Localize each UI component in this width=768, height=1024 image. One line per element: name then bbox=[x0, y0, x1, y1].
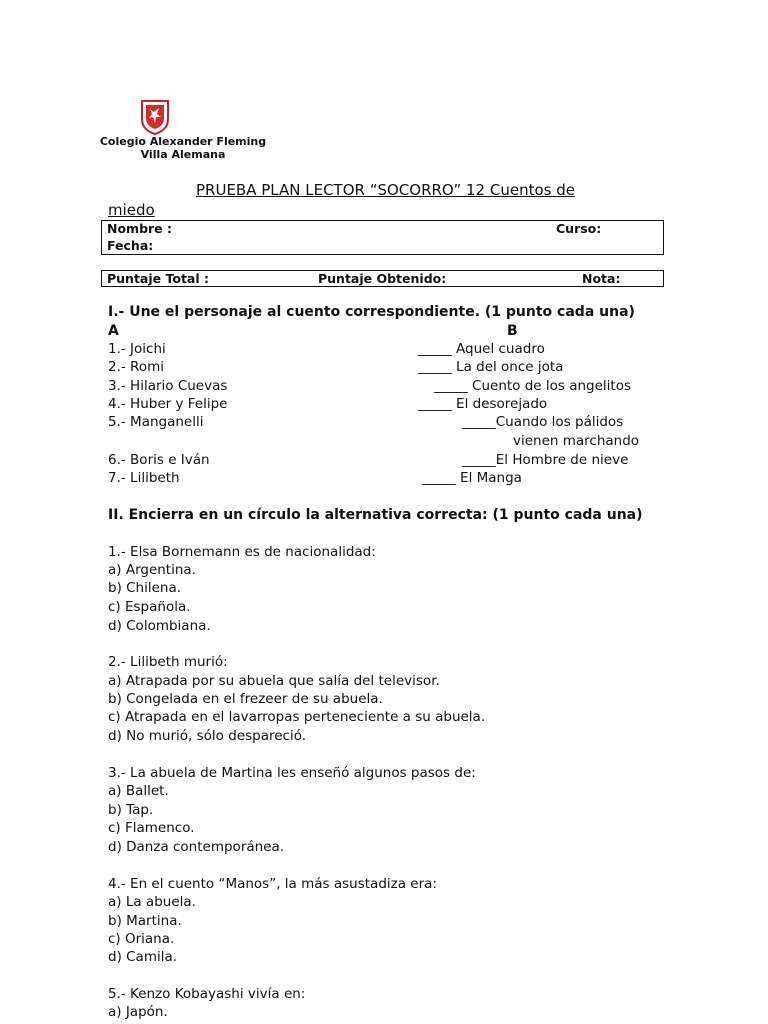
character-item: 1.- Joichi bbox=[108, 341, 166, 357]
story-item: _____ Cuento de los angelitos bbox=[434, 378, 632, 394]
question-text: 4.- En el cuento “Manos”, la más asustadiza era: bbox=[108, 876, 437, 892]
school-name: Colegio Alexander Fleming bbox=[99, 135, 267, 148]
answer-option[interactable]: d) Camila. bbox=[108, 949, 178, 965]
answer-option[interactable]: a) Atrapada por su abuela que salía del televisor. bbox=[108, 673, 440, 689]
answer-option[interactable]: a) Argentina. bbox=[108, 562, 196, 578]
answer-option[interactable]: d) No murió, sólo despareció. bbox=[108, 728, 307, 744]
story-item-continued: vienen marchando bbox=[513, 433, 640, 449]
school-city: Villa Alemana bbox=[140, 148, 226, 161]
puntaje-obtenido-label: Puntaje Obtenido: bbox=[318, 271, 447, 286]
story-item: _____ La del once jota bbox=[418, 359, 564, 375]
answer-option[interactable]: c) Española. bbox=[108, 599, 191, 615]
answer-option[interactable]: d) Danza contemporánea. bbox=[108, 839, 285, 855]
answer-option[interactable]: b) Chilena. bbox=[108, 580, 182, 596]
question-text: 5.- Kenzo Kobayashi vivía en: bbox=[108, 986, 306, 1002]
fecha-label: Fecha: bbox=[107, 238, 154, 253]
answer-option[interactable]: c) Flamenco. bbox=[108, 820, 195, 836]
section2-heading: II. Encierra en un círculo la alternativa correcta: (1 punto cada una) bbox=[108, 507, 643, 523]
character-item: 6.- Boris e Iván bbox=[108, 452, 210, 468]
column-a-label: A bbox=[108, 323, 119, 339]
puntaje-total-label: Puntaje Total : bbox=[107, 271, 209, 286]
character-item: 2.- Romi bbox=[108, 359, 164, 375]
column-b-label: B bbox=[507, 323, 518, 339]
answer-option[interactable]: d) Colombiana. bbox=[108, 618, 211, 634]
character-item: 7.- Lilibeth bbox=[108, 470, 180, 486]
page-title: PRUEBA PLAN LECTOR “SOCORRO” 12 Cuentos de bbox=[196, 181, 575, 199]
answer-option[interactable]: a) Japón. bbox=[108, 1004, 168, 1020]
question-text: 2.- Lilibeth murió: bbox=[108, 654, 228, 670]
curso-label: Curso: bbox=[556, 221, 602, 236]
answer-option[interactable]: c) Oriana. bbox=[108, 931, 175, 947]
character-item: 5.- Manganelli bbox=[108, 414, 204, 430]
answer-option[interactable]: b) Martina. bbox=[108, 913, 182, 929]
nota-label: Nota: bbox=[582, 271, 621, 286]
story-item: _____El Hombre de nieve bbox=[462, 452, 629, 468]
answer-option[interactable]: a) La abuela. bbox=[108, 894, 196, 910]
question-text: 3.- La abuela de Martina les enseñó algunos pasos de: bbox=[108, 765, 476, 781]
answer-option[interactable]: b) Congelada en el frezeer de su abuela. bbox=[108, 691, 383, 707]
page-title-continued: miedo bbox=[108, 201, 155, 219]
section1-heading: I.- Une el personaje al cuento correspondiente. (1 punto cada una) bbox=[108, 304, 635, 320]
story-item: _____ El Manga bbox=[422, 470, 522, 486]
story-item: _____ El desorejado bbox=[418, 396, 548, 412]
school-crest-icon bbox=[140, 99, 170, 135]
school-header bbox=[96, 135, 270, 161]
answer-option[interactable]: c) Atrapada en el lavarropas perteneciente a su abuela. bbox=[108, 709, 486, 725]
answer-option[interactable]: a) Ballet. bbox=[108, 783, 169, 799]
character-item: 4.- Huber y Felipe bbox=[108, 396, 228, 412]
nombre-label: Nombre : bbox=[107, 221, 173, 236]
story-item: _____Cuando los pálidos bbox=[462, 414, 624, 430]
character-item: 3.- Hilario Cuevas bbox=[108, 378, 228, 394]
story-item: _____ Aquel cuadro bbox=[418, 341, 545, 357]
answer-option[interactable]: b) Tap. bbox=[108, 802, 154, 818]
nota-line bbox=[621, 270, 663, 271]
question-text: 1.- Elsa Bornemann es de nacionalidad: bbox=[108, 544, 376, 560]
